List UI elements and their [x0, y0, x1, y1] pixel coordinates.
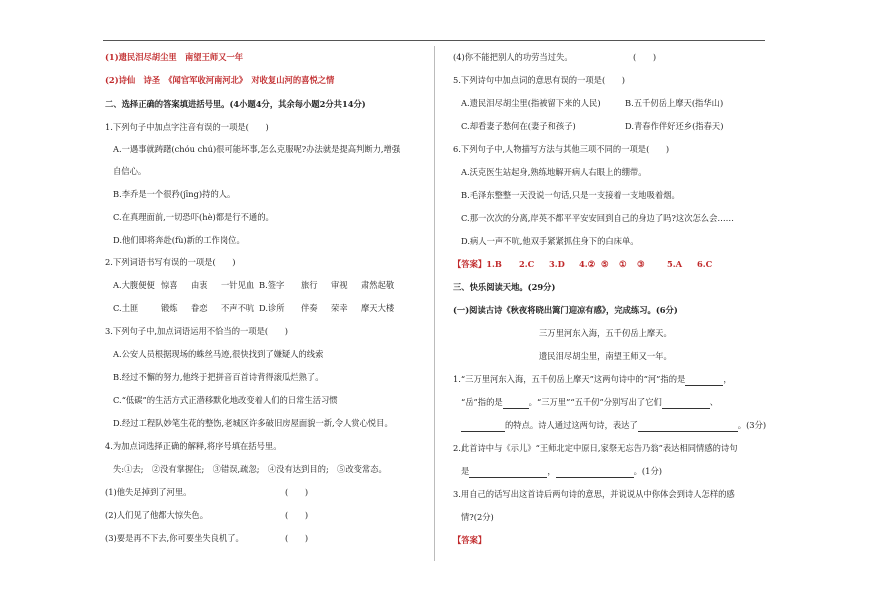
q6-option-c: C.那一次次的分离,岸英不都平平安安回到自己的身边了吗?这次怎么会……: [461, 213, 734, 223]
reading-q1-text3b: 。(3分): [737, 420, 767, 430]
answer-4d: ③: [637, 259, 645, 269]
blank-feature-1[interactable]: [662, 397, 710, 409]
q1-option-a: A.一遇事就踌躇(chóu chú)很可能坏事,怎么克服呢?办法就是提高判断力,增强: [113, 144, 401, 154]
answer-4a: 4.②: [579, 259, 596, 269]
reading-q1-line2: “岳”指的是 。“三万里”“五千仞”分别写出了它们 、: [461, 397, 719, 407]
q4-item-2: (2)人们见了他都大惊失色。: [105, 510, 209, 520]
q1-option-a-cont: 自信心。: [113, 166, 147, 176]
q4-item-1: (1)他失足掉到了河里。: [105, 487, 192, 497]
header-rule: [103, 40, 765, 41]
q2-r1-w8: 肃然起敬: [361, 280, 395, 290]
q3-option-b: B.经过不懈的努力,他终于把拼音百首诗背得滚瓜烂熟了。: [113, 372, 324, 382]
reading-q2-line2: 是 ， 。(1分): [461, 466, 662, 476]
answer-1: 【答案】1.B: [453, 259, 502, 269]
q2-r2-w3: 眷恋: [191, 303, 208, 313]
answer-4b: ⑤: [601, 259, 609, 269]
blank-emotion[interactable]: [638, 420, 738, 432]
q2-row-2: [113, 303, 394, 314]
q4-item-3: (3)要是再不下去,你可要坐失良机了。: [105, 533, 244, 543]
q3-option-c: C.“低碳”的生活方式正潜移默化地改变着人们的日常生活习惯: [113, 395, 338, 405]
answer-key-row: [453, 259, 712, 270]
answer-line-1: (1)遗民泪尽胡尘里 南望王师又一年: [105, 52, 244, 62]
q2-stem: 2.下列词语书写有误的一项是( ): [105, 257, 236, 267]
q5-option-c: C.却看妻子愁何在(妻子和孩子): [461, 121, 576, 131]
q2-r1-w6: 旅行: [301, 280, 318, 290]
q6-option-d: D.病人一声不吭,他双手紧紧抓住身下的白床单。: [461, 236, 639, 246]
reading-q1-text1: 1.“三万里河东入海，五千仞岳上摩天”这两句诗中的“河”指的是: [453, 374, 686, 384]
q1-stem: 1.下列句子中加点字注音有误的一项是( ): [105, 122, 269, 132]
q2-r1-w7: 审视: [331, 280, 348, 290]
poem-line-2: 遗民泪尽胡尘里，南望王师又一年。: [539, 351, 672, 361]
q3-option-d: D.经过工程队妙笔生花的整饬,老城区许多破旧房屋面貌一新,令人赏心悦目。: [113, 418, 393, 428]
blank-mountain[interactable]: [503, 397, 529, 409]
answer-6: 6.C: [697, 259, 713, 269]
answer-line-2: (2)诗仙 诗圣 《闻官军收河南河北》 对收复山河的喜悦之情: [105, 75, 335, 85]
q6-option-a: A.沃克医生站起身,熟练地解开病人右眼上的绷带。: [461, 167, 647, 177]
reading-q1-line3: [461, 420, 766, 432]
answer-4c: ①: [619, 259, 627, 269]
reading-q2-text2b: 。(1分): [633, 466, 662, 476]
reading-q1-text2b: 。“三万里”“五千仞”分别写出了它们: [528, 397, 662, 407]
reading-q3-line2: 情?(2分): [461, 512, 494, 522]
q2-r2-w8: 摩天大楼: [361, 303, 395, 313]
blank-poem-line-2[interactable]: [556, 466, 634, 478]
q6-option-b: B.毛泽东整整一天没说一句话,只是一支接着一支地吸着烟。: [461, 190, 680, 200]
q1-option-b: B.李乔是一个很矜(jīng)持的人。: [113, 189, 236, 199]
q4-item-1-paren[interactable]: ( ): [285, 487, 309, 497]
q2-row-1: [113, 280, 394, 291]
q3-stem: 3.下列句子中,加点词语运用不恰当的一项是( ): [105, 326, 288, 336]
reading-q1-text3a: 的特点。诗人通过这两句诗，表达了: [505, 420, 638, 430]
q2-r1-w5: B.签字: [259, 280, 285, 290]
q2-r1-w4: 一针见血: [221, 280, 255, 290]
reading-q3-line1: 3.用自己的话写出这首诗后两句诗的意思，并说说从中你体会到诗人怎样的感: [453, 489, 735, 499]
q3-option-a: A.公安人员根据现场的蛛丝马迹,很快找到了嫌疑人的线索: [113, 349, 324, 359]
q6-stem: 6.下列句子中,人物描写方法与其他三项不同的一项是( ): [453, 144, 670, 154]
q2-r2-w4: 不声不吭: [221, 303, 255, 313]
q2-r2-w7: 荣幸: [331, 303, 348, 313]
q4-item-4-paren[interactable]: ( ): [633, 52, 657, 62]
q1-option-c: C.在真理面前,一切恐吓(hè)都是行不通的。: [113, 212, 274, 222]
q4-item-3-paren[interactable]: ( ): [285, 533, 309, 543]
q4-options: 失:①去; ②没有掌握住; ③错误,疏忽; ④没有达到目的; ⑤改变常态。: [113, 464, 387, 474]
blank-feature-2[interactable]: [461, 420, 505, 432]
q2-r1-w3: 由衷: [191, 280, 208, 290]
q4-stem: 4.为加点词选择正确的解释,将序号填在括号里。: [105, 441, 282, 451]
answer-3: 3.D: [549, 259, 565, 269]
q2-r1-w2: 惊喜: [161, 280, 178, 290]
reading-q2-text2a: 是: [461, 466, 470, 476]
q2-r2-w2: 锻炼: [161, 303, 178, 313]
q2-r1-w1: A.大腹便便: [113, 280, 155, 290]
poem-line-1: 三万里河东入海，五千仞岳上摩天。: [539, 328, 672, 338]
blank-river[interactable]: [685, 374, 723, 386]
q4-item-2-paren[interactable]: ( ): [285, 510, 309, 520]
q5-stem: 5.下列诗句中加点词的意思有误的一项是( ): [453, 75, 626, 85]
reading-q2-line1: 2.此首诗中与《示儿》“王师北定中原日,家祭无忘告乃翁”表达相同情感的诗句: [453, 443, 738, 453]
reading-q1-text2a: “岳”指的是: [461, 397, 503, 407]
section-2-title: 二、选择正确的答案填进括号里。(4小题4分，其余每小题2分共14分): [105, 99, 366, 109]
q2-r2-w6: 伴奏: [301, 303, 318, 313]
q5-option-a: A.遗民泪尽胡尘里(指被留下来的人民): [461, 98, 601, 108]
section-3-title: 三、快乐阅读天地。(29分): [453, 282, 556, 292]
answer-2: 2.C: [519, 259, 535, 269]
answer-label: 【答案】: [453, 535, 487, 545]
q4-item-4: (4)你不能把别人的功劳当过失。: [453, 52, 573, 62]
subsection-1-title: (一)阅读古诗《秋夜将晓出篱门迎凉有感》，完成练习。(6分): [453, 305, 678, 315]
q2-r2-w1: C.土匪: [113, 303, 139, 313]
q2-r2-w5: D.诊所: [259, 303, 285, 313]
blank-poem-line-1[interactable]: [469, 466, 547, 478]
q1-option-d: D.他们即将奔赴(fù)新的工作岗位。: [113, 235, 245, 245]
column-divider: [434, 46, 435, 561]
q5-option-b: B.五千仞岳上摩天(指华山): [625, 98, 724, 108]
q5-option-d: D.青春作伴好还乡(指春天): [625, 121, 724, 131]
reading-q1-line1: 1.“三万里河东入海，五千仞岳上摩天”这两句诗中的“河”指的是 ，: [453, 374, 732, 384]
answer-5: 5.A: [667, 259, 683, 269]
